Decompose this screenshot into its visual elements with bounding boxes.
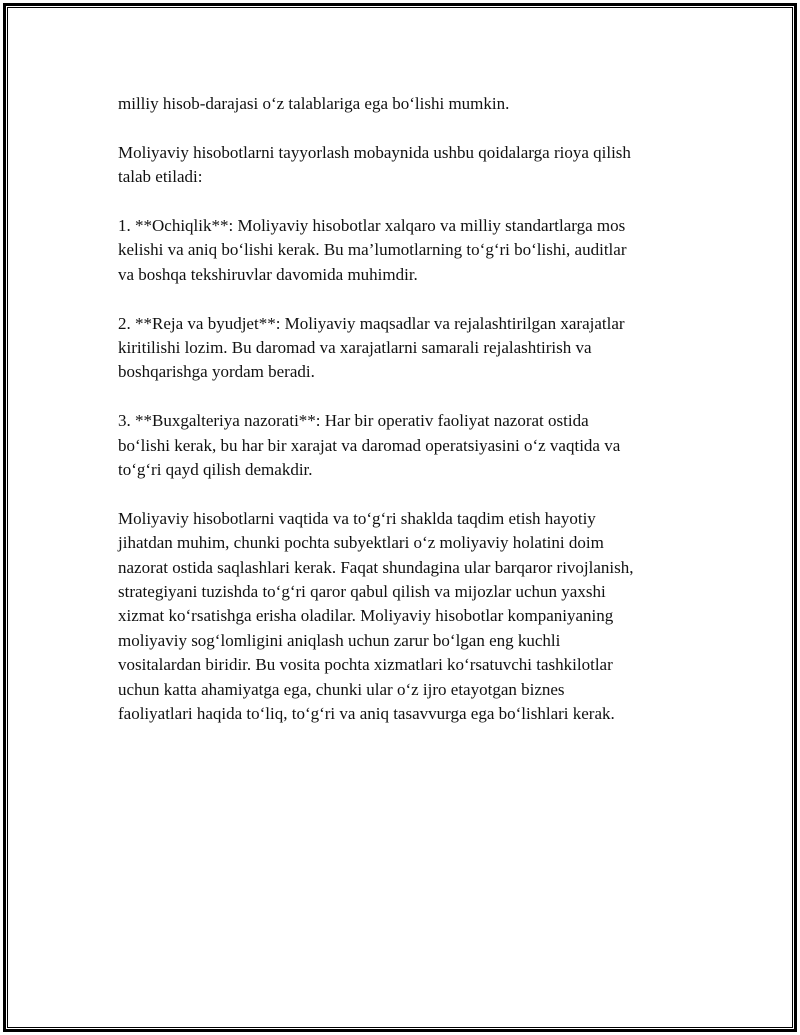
paragraph-conclusion: Moliyaviy hisobotlarni vaqtida va to‘g‘ri shaklda taqdim etish hayotiy jihatdan muhim, chunki pochta subyektlari o‘z moliyaviy holatini doim nazorat ostida saqlashlari kerak. Faqat shundagina ular barqaror rivojlanish, strategiyani tuzishda to‘g‘ri qaror qabul qilish va mijozlar uchun yaxshi xizmat ko‘rsatishga erisha oladilar. Moliyaviy hisobotlar kompaniyaning moliyaviy sog‘lomligini aniqlash uchun zarur bo‘lgan eng kuchli vositalardan biridir. Bu vosita pochta xizmatlari ko‘rsatuvchi tashkilotlar uchun katta ahamiyatga ega, chunki ular o‘z ijro etayotgan biznes faoliyatlari haqida to‘liq, to‘g‘ri va aniq tasavvurga ega bo‘lishlari kerak. — [118, 508, 634, 724]
paragraph-continuation: milliy hisob-darajasi o‘z talablariga ega bo‘lishi mumkin. — [118, 94, 510, 113]
list-item-accounting-control: 3. **Buxgalteriya nazorati**: Har bir operativ faoliyat nazorat ostida bo‘lishi kerak, bu har bir xarajat va daromad operatsiyasini o‘z vaqtida va to‘g‘ri qayd qilish demakdir. — [118, 411, 621, 480]
paragraph-intro-rules: Moliyaviy hisobotlarni tayyorlash mobaynida ushbu qoidalarga rioya qilish talab etiladi: — [118, 142, 631, 187]
document-body — [118, 92, 688, 751]
list-item-openness: 1. **Ochiqlik**: Moliyaviy hisobotlar xalqaro va milliy standartlarga mos kelishi va aniq bo‘lishi kerak. Bu ma’lumotlarning to‘g‘ri bo‘lishi, auditlar va boshqa tekshiruvlar davomida muhimdir. — [118, 216, 627, 284]
list-item-plan-budget: 2. **Reja va byudjet**: Moliyaviy maqsadlar va rejalashtirilgan xarajatlar kiritilishi lozim. Bu daromad va xarajatlarni samarali rejalashtirish va boshqarishga yordam beradi. — [118, 313, 625, 382]
